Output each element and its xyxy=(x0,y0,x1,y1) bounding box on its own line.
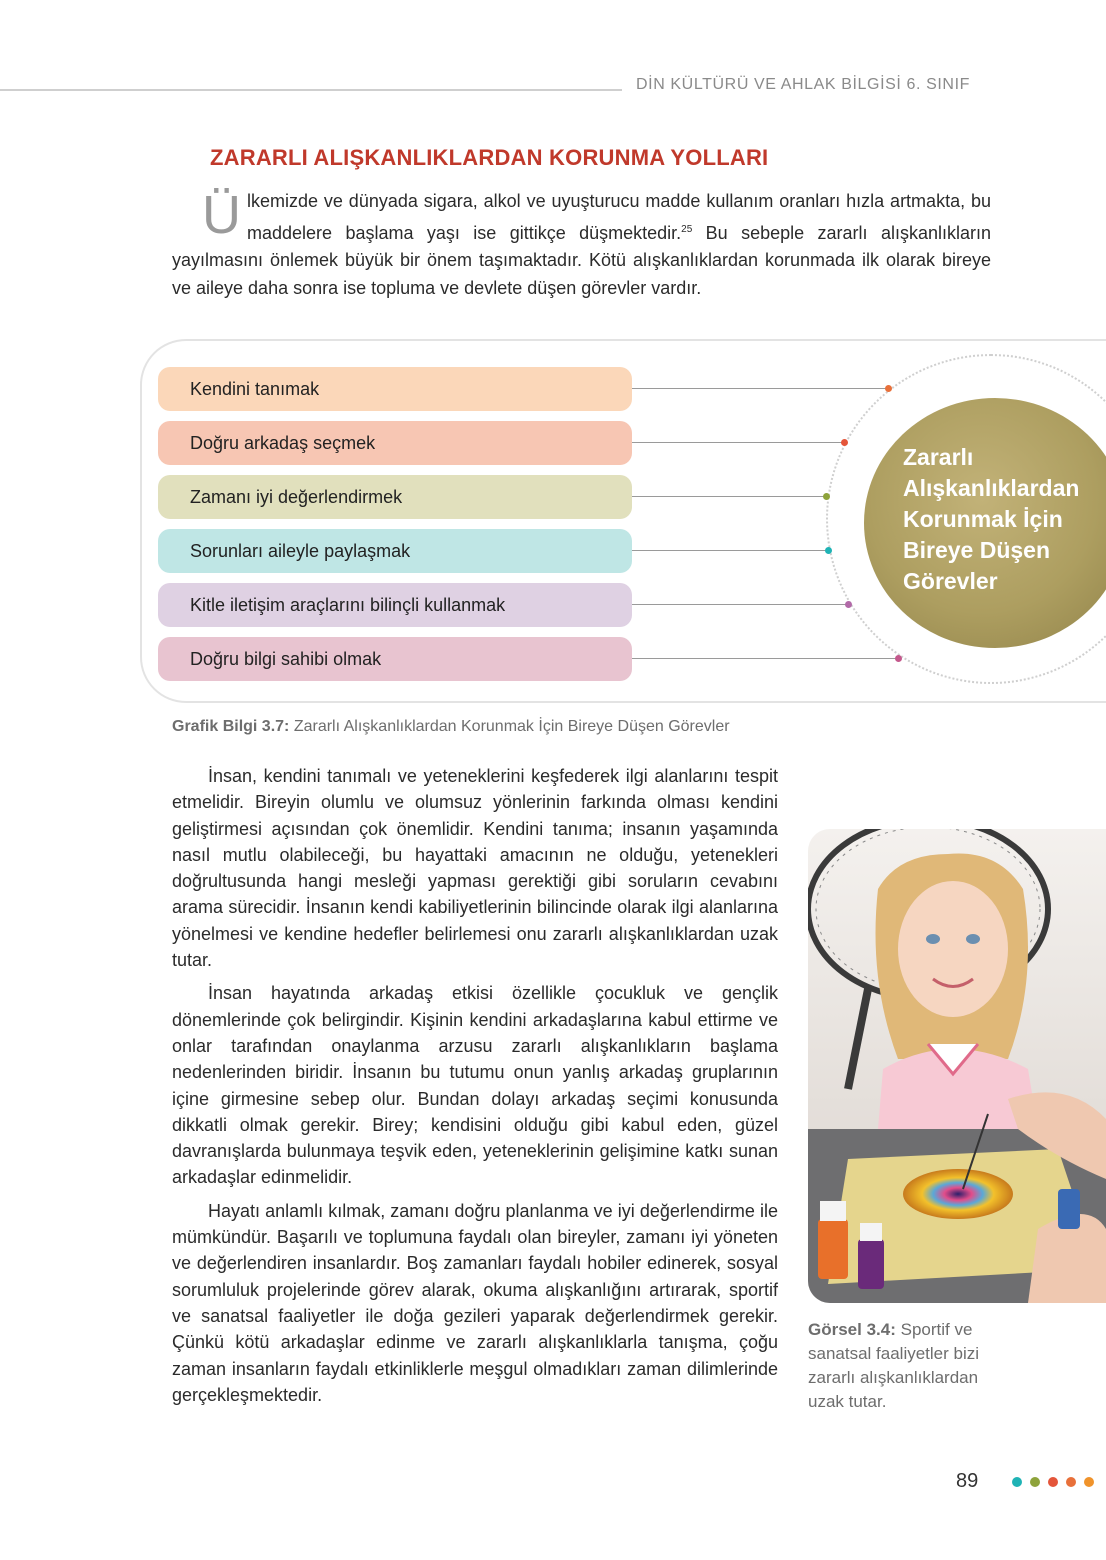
diagram-item-label: Kendini tanımak xyxy=(190,379,320,399)
photo-caption-label: Görsel 3.4: xyxy=(808,1320,896,1339)
connector-line xyxy=(632,604,848,605)
connector-dot xyxy=(895,655,902,662)
drop-cap: Ü xyxy=(202,185,241,245)
center-circle-label: Zararlı Alışkanlıklardan Korunmak İçin Bireye Düşen Görevler xyxy=(903,444,1080,594)
graph-caption xyxy=(172,718,730,736)
diagram-item-label: Doğru bilgi sahibi olmak xyxy=(190,649,382,669)
body-text xyxy=(172,763,778,1415)
footer-dot xyxy=(1066,1477,1076,1487)
photo-girl-tennis-painting xyxy=(808,829,1106,1303)
connector-dot xyxy=(825,547,832,554)
diagram-item xyxy=(158,529,632,573)
page-number: 89 xyxy=(956,1470,979,1492)
footer-dot xyxy=(1030,1477,1040,1487)
connector-dot xyxy=(885,385,892,392)
diagram-item-label: Zamanı iyi değerlendirmek xyxy=(190,487,403,507)
footer-dot xyxy=(1012,1477,1022,1487)
diagram-item xyxy=(158,475,632,519)
header-rule xyxy=(0,89,622,91)
connector-line xyxy=(632,550,828,551)
connector-line xyxy=(632,442,844,443)
body-paragraph: İnsan, kendini tanımalı ve yeteneklerini keşfederek ilgi alanlarını tespit etmelidir. Bireyin olumlu ve olumsuz yönlerinin farkında olması kendini geliştirmesi açısından çok önemlidir. Kendini tanıma; insanın yaşamında nasıl mutlu olabileceği, bu hayattaki amacının ne olduğu, yetenekleri doğrultusunda hangi mesleği yapması gerektiği gibi soruların cevabını arama sürecidir. İnsanın kendi kabiliyetlerinin bilincinde olarak ilgi alanlarına yönelmesi ve kendine hedefler belirlemesi onu zararlı alışkanlıklardan uzak tutar. xyxy=(172,766,778,971)
intro-text-cont: Bu sebeple zararlı alışkanlıkların yayılmasını önlemek büyük bir önem taşımaktadır. Kötü alışkanlıklardan korunmada ilk olarak bireye ve aileye daha sonra ise topluma ve devlete düşen görevler vardır. xyxy=(172,222,991,298)
graph-caption-label: Grafik Bilgi 3.7: xyxy=(172,718,290,735)
footer-dot xyxy=(1084,1477,1094,1487)
connector-line xyxy=(632,388,888,389)
diagram-item xyxy=(158,421,632,465)
footnote-ref: 25 xyxy=(681,223,693,235)
diagram-item-label: Doğru arkadaş seçmek xyxy=(190,433,376,453)
diagram-item xyxy=(158,583,632,627)
photo-caption-text: Sportif ve sanatsal faaliyetler bizi zararlı alışkanlıklardan uzak tutar. xyxy=(808,1320,980,1411)
graph-caption-text: Zararlı Alışkanlıklardan Korunmak İçin Bireye Düşen Görevler xyxy=(293,718,730,735)
connector-line xyxy=(632,496,826,497)
connector-dot xyxy=(823,493,830,500)
connector-dot xyxy=(845,601,852,608)
intro-paragraph xyxy=(172,185,991,302)
diagram-item xyxy=(158,367,632,411)
intro-text: lkemizde ve dünyada sigara, alkol ve uyuşturucu madde kullanım oranları hızla artmakta, bu maddelere başlama yaşı ise gittikçe düşmektedir. xyxy=(247,191,991,243)
section-title: ZARARLI ALIŞKANLIKLARDAN KORUNMA YOLLARI xyxy=(210,145,769,170)
photo-caption xyxy=(808,1318,1008,1414)
diagram-item xyxy=(158,637,632,681)
footer-dot xyxy=(1048,1477,1058,1487)
connector-dot xyxy=(841,439,848,446)
diagram-item-label: Sorunları aileyle paylaşmak xyxy=(190,541,411,561)
body-paragraph: İnsan hayatında arkadaş etkisi özellikle çocukluk ve gençlik dönemlerinde çok belirgindir. Kişinin kendini arkadaşlarına kabul ettirme ve onlar tarafından onaylanma arzusu zararlı alışkanlıkların başlama nedenlerinden biridir. İnsanın bu tutumu onun yanlış arkadaş gruplarının içine girmesine sebep olur. Bundan dolayı arkadaş seçimi konusunda dikkatli olmak gerekir. Birey; kendisini olduğu gibi kabul eden, güzel davranışlarda bulunmaya teşvik eden, yeteneklerinin gelişimine katkı sunan arkadaşlar edinmelidir. xyxy=(172,983,778,1188)
book-title: DİN KÜLTÜRÜ VE AHLAK BİLGİSİ 6. SINIF xyxy=(636,76,970,93)
connector-line xyxy=(632,658,898,659)
body-paragraph: Hayatı anlamlı kılmak, zamanı doğru planlanma ve iyi değerlendirme ile mümkündür. Başarılı ve toplumuna faydalı olan bireyler, zamanı iyi yöneten ve değerlendiren insanlardır. Boş zamanları faydalı hobiler edinerek, sosyal sorumluluk projelerinde görev alarak, okuma alışkanlığını artırarak, sportif ve sanatsal faaliyetler ile doğa gezileri yaparak değerlendirmek gerekir. Çünkü kötü arkadaşlar edinme ve zararlı alışkanlıklarla tanışma, çoğu zaman insanların faydalı etkinliklerle meşgul olmadıkları zaman dilimlerinde gerçekleşmektedir. xyxy=(172,1200,778,1405)
diagram-item-label: Kitle iletişim araçlarını bilinçli kullanmak xyxy=(190,595,506,615)
